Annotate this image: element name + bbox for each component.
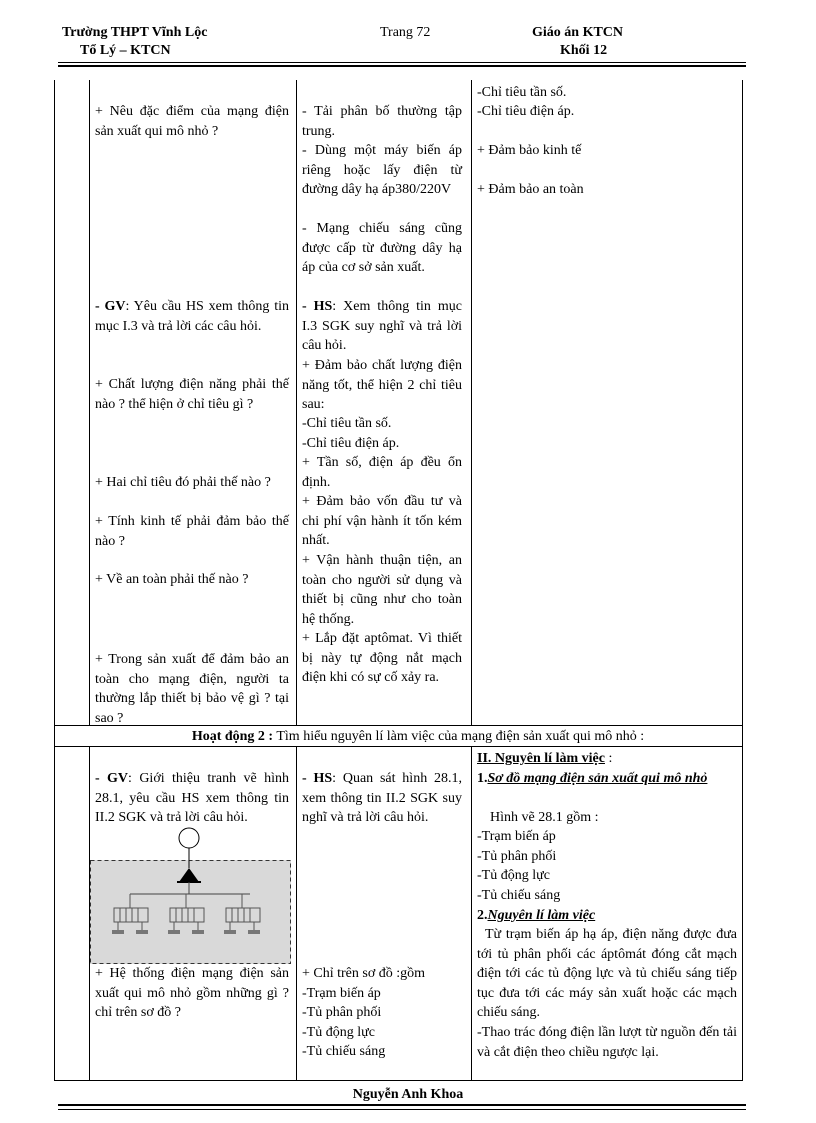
s2-col1-q1: + Hệ thống điện mạng điện sản xuất qui mô nhỏ gồm những gì ? chỉ trên sơ đồ ? xyxy=(95,966,289,1020)
s1-col3-n4: + Đảm bảo an toàn xyxy=(477,182,584,197)
s2-col3-sub1 xyxy=(477,769,737,789)
gv-label: - GV xyxy=(95,299,126,314)
hs-text: : Xem thông tin mục I.3 SGK suy nghĩ và trả lời câu hỏi. xyxy=(302,299,462,353)
col-divider-2a xyxy=(296,80,297,725)
s2-col3-p2: -Thao trác đóng điện lần lượt từ nguồn đến tải và cắt điện theo chiều ngược lại. xyxy=(477,1025,737,1060)
sub2-title: Nguyên lí làm việc xyxy=(487,908,596,923)
s2-col3-heading xyxy=(477,749,737,769)
row-divider-2 xyxy=(54,746,743,747)
grade: Khối 12 xyxy=(560,43,608,58)
gv-text: : Giới thiệu tranh vẽ hình 28.1, yêu cầu HS xem thông tin II.2 SGK và trả lời câu hỏi. xyxy=(95,771,289,825)
activity2-text: Tìm hiểu nguyên lí làm việc của mạng điện sản xuất qui mô nhỏ : xyxy=(273,729,645,744)
s2-col1-gv xyxy=(95,769,289,828)
table-left-border xyxy=(54,80,55,1080)
s1-col1-q3: + Hai chỉ tiêu đó phải thế nào ? xyxy=(95,475,271,490)
s1-col3-n2: -Chỉ tiêu điện áp. xyxy=(477,104,575,119)
col-divider-2b xyxy=(296,746,297,1080)
s1-col1-gv xyxy=(95,297,289,336)
s1-col2-hs xyxy=(302,297,462,356)
section-heading-tail: : xyxy=(604,751,613,766)
sub1-title: Sơ đồ mạng điện sản xuất qui mô nhỏ xyxy=(487,771,708,786)
s2-col3-item: -Tủ động lực xyxy=(477,868,550,883)
hs-label: - HS xyxy=(302,771,333,786)
s1-col3-n3: + Đảm bảo kinh tế xyxy=(477,143,582,158)
source-node-circle xyxy=(179,828,199,848)
s1-col3-n1: -Chỉ tiêu tần số. xyxy=(477,85,567,100)
table-right-border xyxy=(742,80,743,1080)
col-divider-3a xyxy=(471,80,472,725)
s2-col3-item: -Tủ chiếu sáng xyxy=(477,888,561,903)
s2-col2-item: -Trạm biến áp xyxy=(302,986,381,1001)
hs-text: : Quan sát hình 28.1, xem thông tin II.2 SGK suy nghĩ và trả lời câu hỏi. xyxy=(302,771,462,825)
s2-col3-intro: Hình vẽ 28.1 gồm : xyxy=(490,810,599,825)
s2-col3-sub2 xyxy=(477,906,737,926)
s2-col2-item: -Tủ phân phối xyxy=(302,1005,382,1020)
sub2-number: 2. xyxy=(477,908,488,923)
s2-col2-hs xyxy=(302,769,462,828)
col-divider-3b xyxy=(471,746,472,1080)
s2-col2-item: -Tủ động lực xyxy=(302,1025,375,1040)
doc-type: Giáo án KTCN xyxy=(532,25,624,40)
s2-col3-item: -Trạm biến áp xyxy=(477,829,556,844)
s1-col2-a7: + Tần số, điện áp đều ổn định. xyxy=(302,455,462,490)
s1-col1-q6: + Trong sản xuất để đảm bảo an toàn cho mạng điện, người ta thường lắp thiết bị bảo vệ gì ? tại sao ? xyxy=(95,652,289,726)
school-name: Trường THPT Vĩnh Lộc xyxy=(62,25,208,40)
gv-text: : Yêu cầu HS xem thông tin mục I.3 và trả lời các câu hỏi. xyxy=(95,299,289,334)
s1-col1-q5: + Về an toàn phải thế nào ? xyxy=(95,572,249,587)
page-number: Trang 72 xyxy=(380,25,431,40)
header-rule-thin xyxy=(58,62,746,63)
power-network-diagram xyxy=(90,826,295,964)
s1-col1-q1: + Nêu đặc điểm của mạng điện sản xuất qui mô nhỏ ? xyxy=(95,104,289,139)
s2-col3-item: -Tủ phân phối xyxy=(477,849,557,864)
group-name: Tổ Lý – KTCN xyxy=(80,43,171,58)
s1-col2-a10: + Lắp đặt aptômat. Vì thiết bị này tự động nắt mạch điện khi có sự cố xảy ra. xyxy=(302,631,462,685)
sub1-number: 1. xyxy=(477,771,488,786)
s2-col3-p1: Từ trạm biến áp hạ áp, điện năng được đưa tới tủ phân phối các áptômát đóng cắt mạch điện tới các tủ động lực và tủ chiếu sáng tiếp tục đưa tới các máy sản xuất hoặc các mạch chiếu sáng. xyxy=(477,927,737,1020)
s1-col2-a3: - Mạng chiếu sáng cũng được cấp từ đường dây hạ áp của cơ sở sản xuất. xyxy=(302,221,462,275)
col-divider-1a xyxy=(89,80,90,725)
header-rule-thick xyxy=(58,65,746,67)
s1-col2-a8: + Đảm bảo vốn đầu tư và chi phí vận hành ít tốn kém nhất. xyxy=(302,494,462,548)
section-heading: II. Nguyên lí làm việc xyxy=(477,751,605,766)
activity2-label: Hoạt động 2 : xyxy=(191,729,274,744)
footer-rule-thick xyxy=(58,1104,746,1106)
s1-col2-a6: -Chỉ tiêu điện áp. xyxy=(302,436,400,451)
footer-rule-thin xyxy=(58,1109,746,1110)
author-name: Nguyễn Anh Khoa xyxy=(352,1087,464,1102)
s1-col2-a9: + Vận hành thuận tiện, an toàn cho người sử dụng và thiết bị cũng như cho toàn hệ thống. xyxy=(302,553,462,627)
s1-col1-q2: + Chất lượng điện năng phải thế nào ? thể hiện ở chỉ tiêu gì ? xyxy=(95,377,289,412)
s2-col2-item: -Tủ chiếu sáng xyxy=(302,1044,386,1059)
s2-col2-list-title: + Chỉ trên sơ đồ :gồm xyxy=(302,966,426,981)
hs-label: - HS xyxy=(302,299,333,314)
s1-col2-a4: + Đảm bảo chất lượng điện năng tốt, thể hiện 2 chỉ tiêu sau: xyxy=(302,358,462,412)
activity2-heading xyxy=(90,728,746,746)
s1-col1-q4: + Tính kinh tế phải đảm bảo thế nào ? xyxy=(95,514,289,549)
s1-col2-a1: - Tải phân bố thường tập trung. xyxy=(302,104,462,139)
s1-col2-a5: -Chỉ tiêu tần số. xyxy=(302,416,392,431)
gv-label: - GV xyxy=(95,771,129,786)
s1-col2-a2: - Dùng một máy biến áp riêng hoặc lấy điện từ đường dây hạ áp380/220V xyxy=(302,143,462,197)
table-bottom-border xyxy=(54,1080,743,1081)
